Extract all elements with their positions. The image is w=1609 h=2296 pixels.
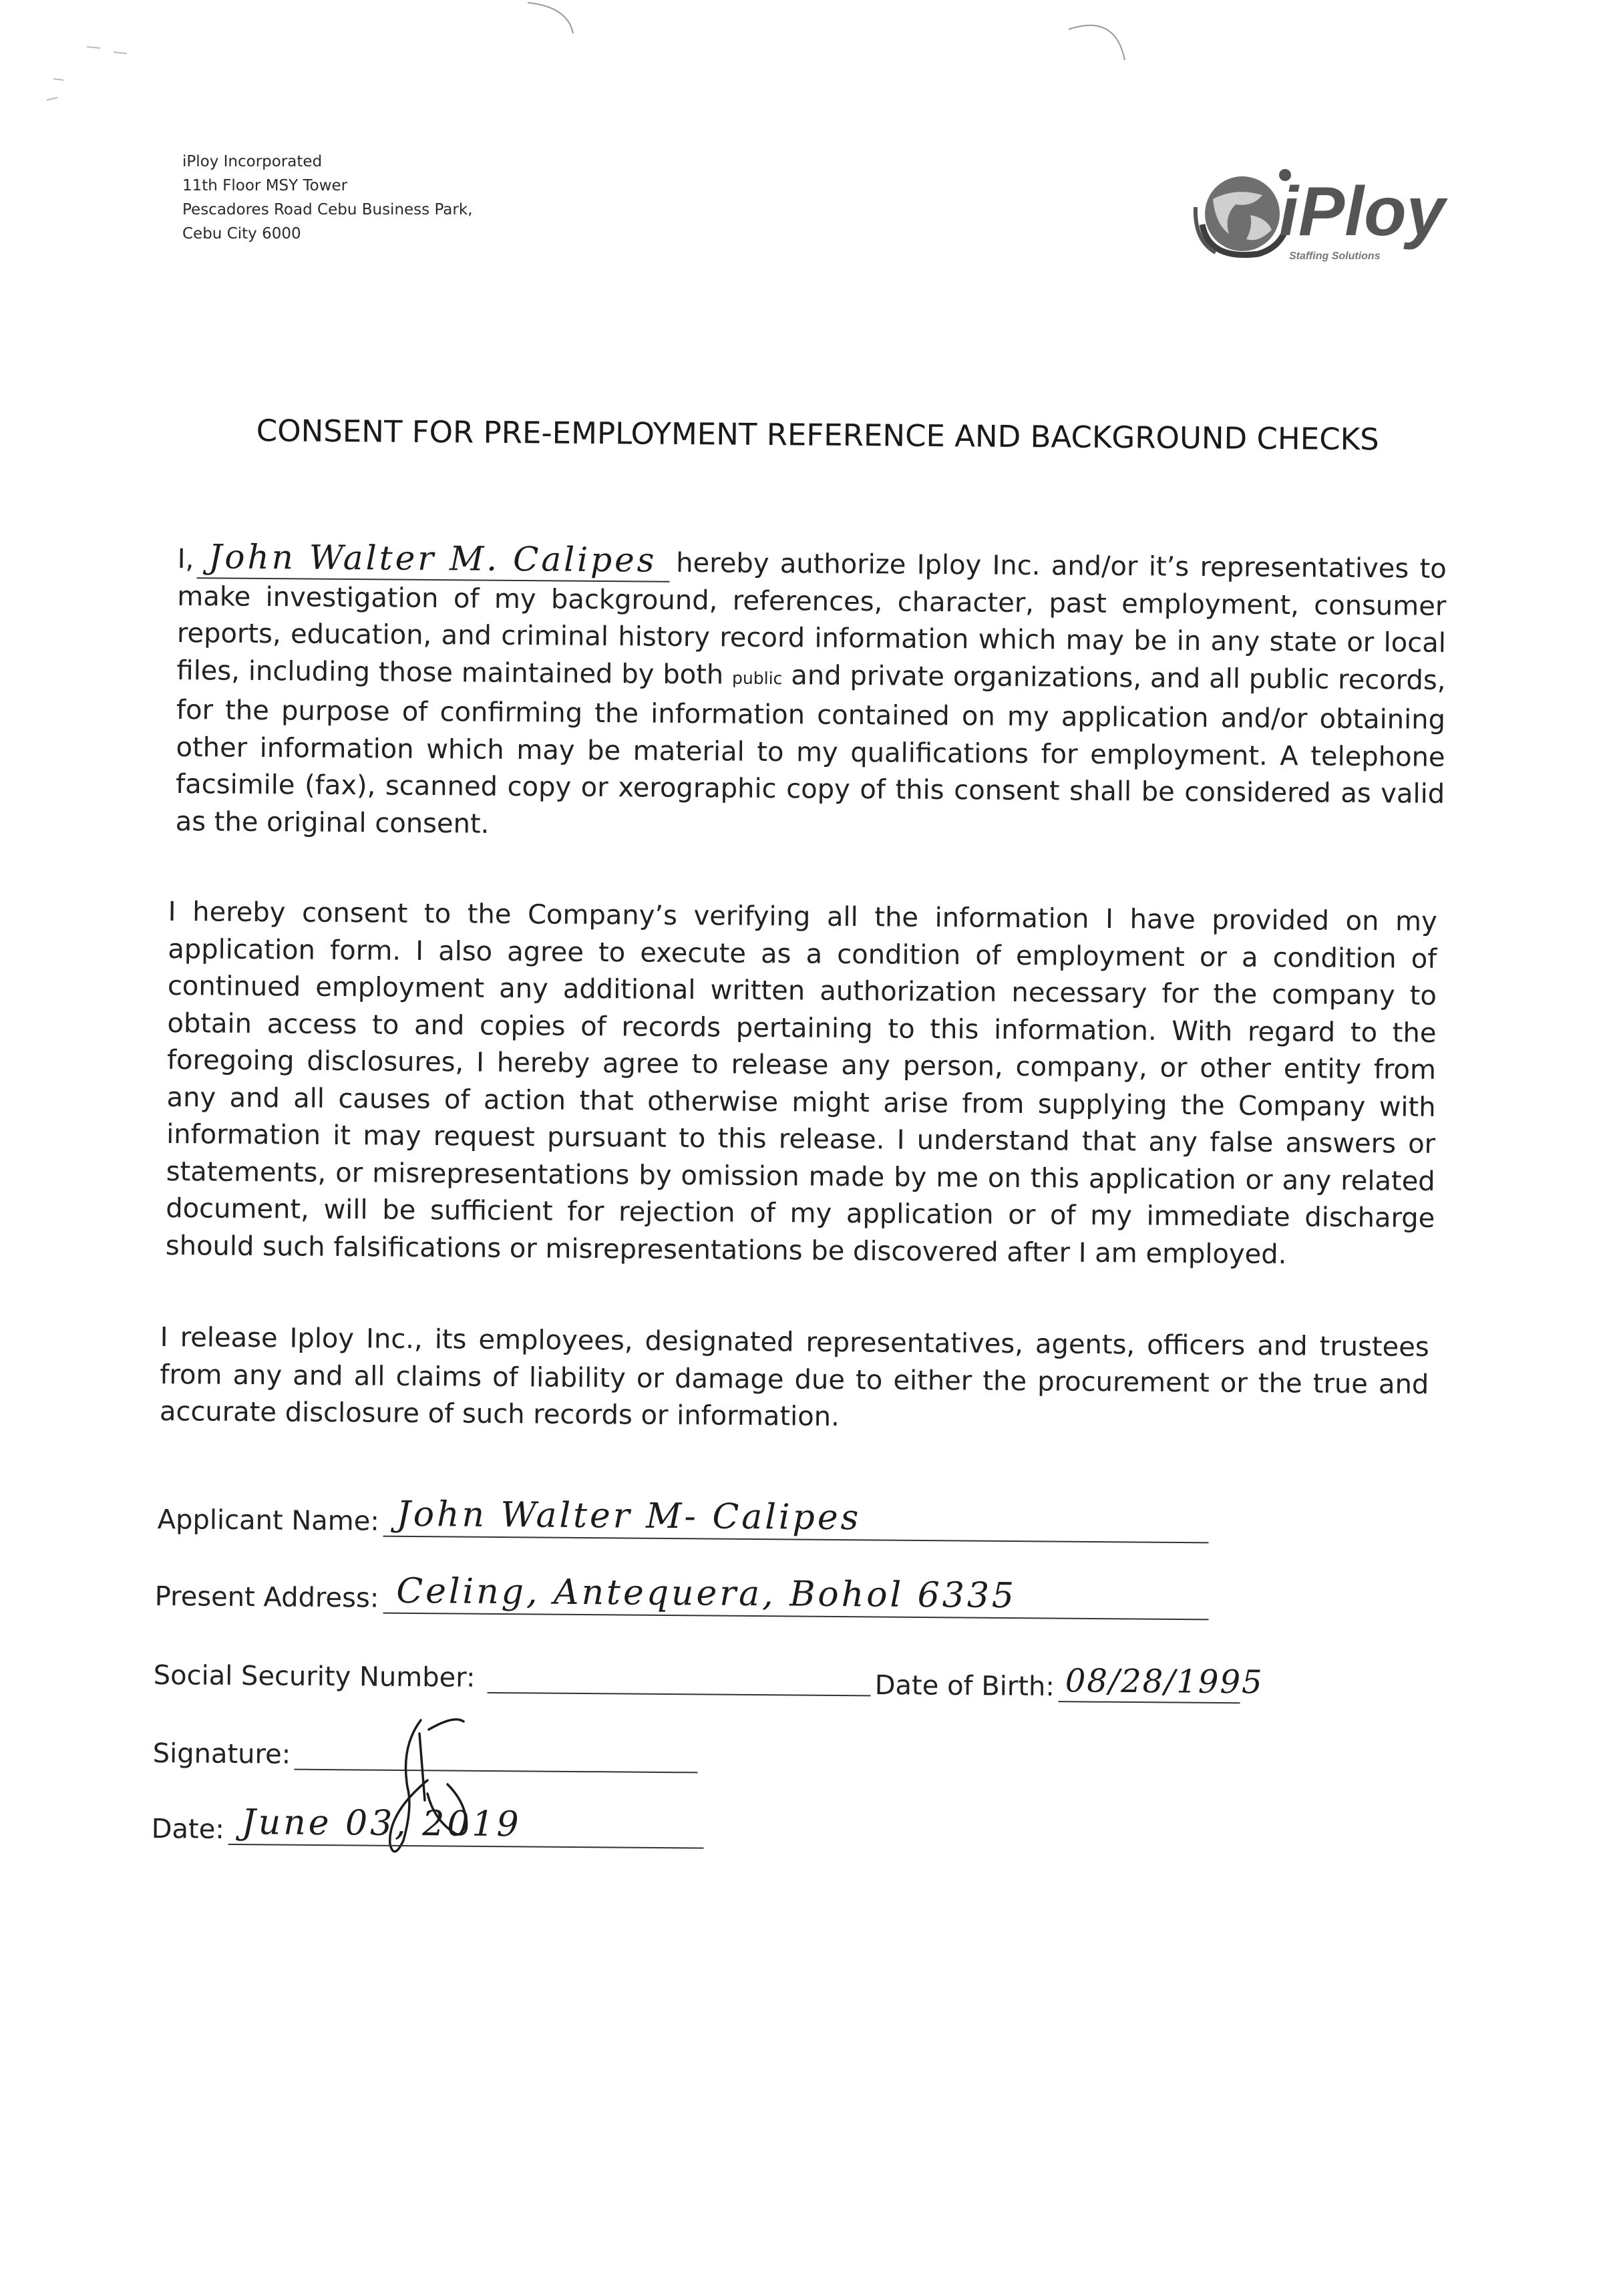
address-line: Cebu City 6000: [182, 225, 301, 242]
authorizer-name-line: [196, 537, 669, 583]
address-line: iPloy Incorporated: [182, 153, 323, 170]
authorization-paragraph: [175, 537, 1447, 850]
logo-text: iPloy: [1279, 173, 1445, 251]
date-of-birth-field: [874, 1662, 1264, 1703]
date-label: Date:: [151, 1813, 224, 1845]
date-of-birth-value: 08/28/1995: [1065, 1662, 1264, 1701]
present-address-label: Present Address:: [154, 1581, 379, 1614]
small-word-public: public: [732, 668, 783, 688]
applicant-name-line[interactable]: [383, 1494, 1209, 1544]
paragraph-prefix: I,: [177, 543, 194, 575]
present-address-line[interactable]: [383, 1571, 1208, 1621]
signature-label: Signature:: [152, 1738, 291, 1770]
date-value: June 03, 2019: [241, 1802, 522, 1845]
ssn-line[interactable]: [487, 1655, 870, 1697]
paragraph-text: and private organizations, and all public records, for the purpose of confirming the information contained on my application and/or obtaining other information which may be material to my qualifications for employment. A telephone facsimile (fax), scanned copy or xerographic copy of this consent shall be considered as valid as the original consent.: [175, 659, 1446, 840]
applicant-name-label: Applicant Name:: [157, 1504, 380, 1537]
date-field: [151, 1802, 705, 1848]
date-of-birth-line[interactable]: [1059, 1662, 1264, 1703]
present-address-field: [155, 1573, 1209, 1620]
scan-artifacts: [0, 0, 1609, 134]
ssn-label: Social Security Number:: [153, 1659, 476, 1693]
address-line: 11th Floor MSY Tower: [182, 177, 348, 194]
paragraph-text: hereby authorize Iploy Inc. and/or it’s representatives to make investigation of my background, references, character, past employment, consumer reports, education, and criminal history record information which may be in any state or local files, including those maintained by both: [176, 547, 1447, 690]
release-paragraph: I release Iploy Inc., its employees, designated representatives, agents, officers and trustees from any and all claims of liability or damage due to either the procurement or the true and accurate disclosure of such records or information.: [159, 1321, 1429, 1432]
iploy-logo: [1189, 160, 1469, 267]
applicant-name-field: [158, 1496, 1210, 1543]
globe-icon: [1196, 176, 1289, 255]
present-address-value: Celing, Antequera, Bohol 6335: [396, 1571, 1017, 1617]
logo-tagline: Staffing Solutions: [1289, 251, 1381, 262]
applicant-name-value: John Walter M- Calipes: [396, 1494, 862, 1538]
document-title: CONSENT FOR PRE-EMPLOYMENT REFERENCE AND BACKGROUND CHECKS: [256, 413, 1379, 458]
handwritten-name: John Walter M. Calipes: [208, 537, 657, 580]
ssn-field: [154, 1652, 871, 1696]
address-line: Pescadores Road Cebu Business Park,: [182, 201, 473, 218]
date-line[interactable]: [228, 1802, 704, 1849]
consent-paragraph: I hereby consent to the Company’s verifying all the information I have provided on my application form. I also agree to execute as a condition of employment or a condition of continued employment any additional written authorization necessary for the company to obtain access to and copies of records pertaining to this information. With regard to the foregoing disclosures, I hereby agree to release any person, company, or other entity from any and all causes of action that otherwise might arise from supplying the Company with information it may request pursuant to this release. I understand that any false answers or statements, or misrepresentations by omission made by me on this application or any related document, will be sufficient for rejection of my application or of my immediate discharge should such falsifications or misrepresentations be discovered after I am employed.: [165, 896, 1437, 1270]
company-address: [182, 150, 472, 246]
date-of-birth-label: Date of Birth:: [874, 1669, 1055, 1703]
